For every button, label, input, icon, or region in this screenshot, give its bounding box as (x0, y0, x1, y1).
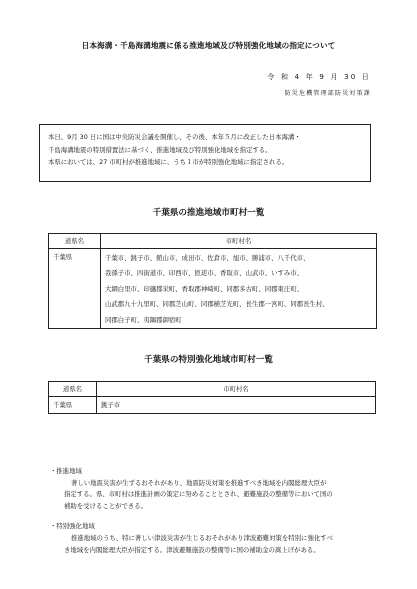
table-header-row (49, 382, 376, 397)
header-prefecture: 道県名 (49, 234, 101, 249)
notes-section (50, 466, 380, 556)
note-promotion-title: ・推進地域 (50, 467, 82, 475)
issuing-department: 防災危機管理部防災対策課 (284, 90, 371, 97)
prefecture-cell: 千葉県 (49, 397, 97, 414)
special-area-title: 千葉県の特別強化地域市町村一覧 (144, 355, 273, 365)
summary-box (39, 124, 371, 182)
prefecture-cell: 千葉県 (49, 249, 101, 329)
municipalities-cell: 銚子市 (97, 397, 376, 414)
document-date: 令 和 4 年 9 月 30 日 (267, 73, 371, 81)
municipality-line: 山武郡九十九里町、同郡芝山町、同郡横芝光町、長生郡一宮町、同郡長生村、 (105, 300, 329, 309)
note-line: 推進地域のうち、特に著しい津波災害が生じるおそれがあり津波避難対策を特別に強化すべ (71, 533, 333, 542)
table-row (49, 397, 376, 414)
note-line: き地域を内閣総理大臣が指定する。津波避難施設の整備等に国の補助金の嵩上げがある。 (64, 545, 320, 554)
summary-line: 千島海溝地震の特別措置法に基づく、推進地域及び特別強化地域を指定する。 (48, 145, 272, 154)
note-line: 補助を受けることができる。 (64, 501, 148, 510)
note-special-title: ・特別強化地域 (50, 522, 95, 531)
municipalities-cell (101, 249, 377, 329)
header-prefecture: 道県名 (49, 382, 97, 397)
document-title: 日本海溝・千島海溝地震に係る推進地域及び特別強化地域の指定について (81, 41, 336, 50)
note-line: 著しい地震災害が生ずるおそれがあり、地震防災対策を推進すべき地域を内閣総理大臣が (71, 478, 327, 487)
note-line: 指定する。県、市町村は推進計画の策定に努めることとされ、避難施設の整備等において国の (64, 490, 333, 499)
summary-line: 本県においては、27 市町村が推進地域に、うち１市が特別強化地域に指定される。 (48, 158, 289, 167)
special-area-table (48, 381, 376, 414)
promotion-area-title: 千葉県の推進地域市町村一覧 (152, 208, 265, 218)
table-row (49, 249, 377, 329)
summary-line: 本日、9月 30 日に国は中央防災会議を開催し、その後、本年５月に改正した日本海溝・ (48, 133, 301, 141)
header-municipalities: 市町村名 (97, 382, 376, 397)
municipality-line: 千葉市、銚子市、館山市、成田市、佐倉市、旭市、勝浦市、八千代市、 (105, 254, 310, 262)
municipality-line: 大網白里市、印旛郡栄町、香取郡神崎町、同郡多古町、同郡東庄町、 (105, 284, 304, 293)
municipality-line: 同郡白子町、夷隅郡御宿町 (105, 315, 182, 324)
municipality-line: 我孫子市、四街道市、印西市、匝瑳市、香取市、山武市、いすみ市、 (105, 269, 304, 278)
header-municipalities: 市町村名 (101, 234, 377, 249)
promotion-area-table (48, 233, 377, 329)
table-header-row (49, 234, 377, 249)
